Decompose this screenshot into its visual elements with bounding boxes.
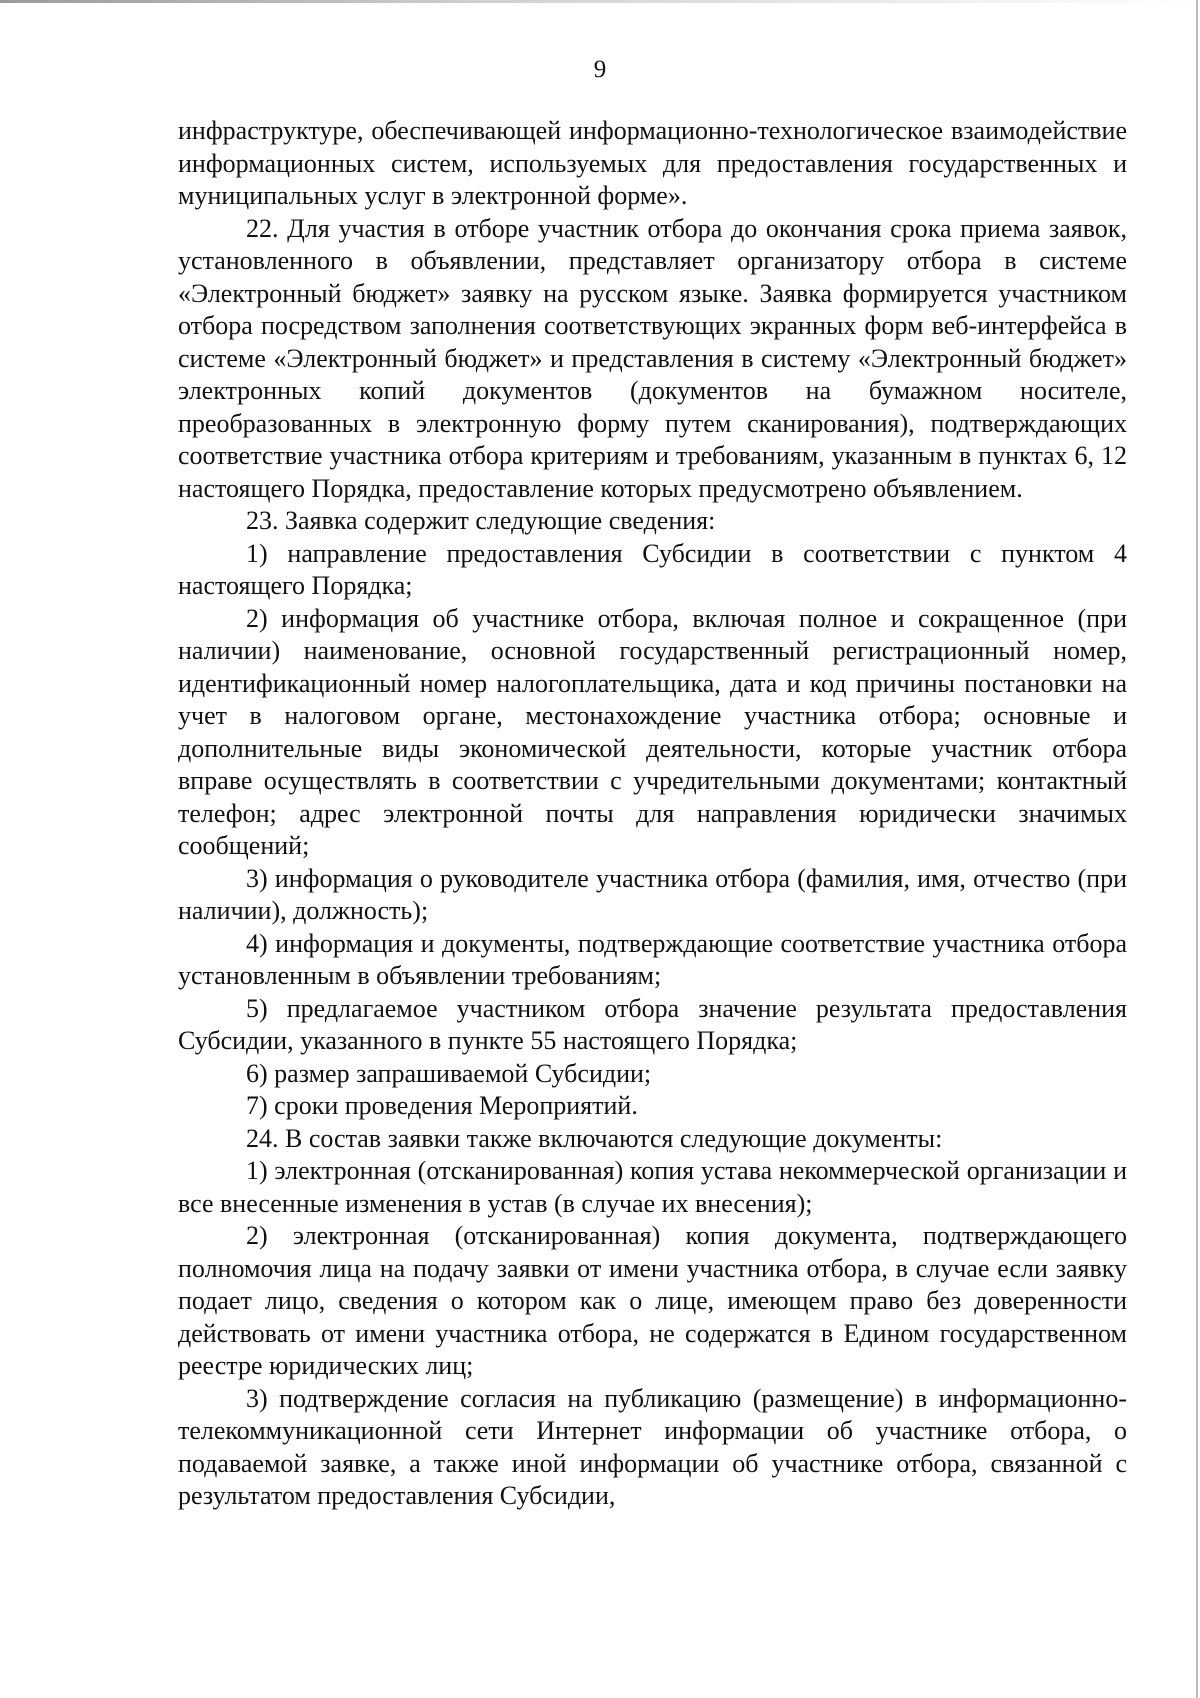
page-number: 9 — [593, 56, 607, 83]
paragraph-item-24: 24. В состав заявки также включаются следующие документы: — [246, 1123, 943, 1153]
paragraph-item-23: 23. Заявка содержит следующие сведения: — [246, 506, 716, 535]
scan-top-edge — [0, 0, 1200, 3]
paragraph-item-23-4: 4) информация и документы, подтверждающие соответствие участника отбора установленным в объявлении требованиям; — [178, 928, 1127, 990]
paragraph-item-24-2: 2) электронная (отсканированная) копия документа, подтверждающего полномочия лица на подачу заявки от имени участника отбора, в случае если заявку подает лицо, сведения о котором как о лице, имеющем право без доверенности действовать от имени участника отбора, не содержатся в Едином государственном реестре юридических лиц; — [178, 1221, 1127, 1380]
paragraph-item-23-5: 5) предлагаемое участником отбора значение результата предоставления Субсидии, указанного в пункте 55 настоящего Порядка; — [178, 993, 1127, 1055]
paragraph-continuation: инфраструктуре, обеспечивающей информационно-технологическое взаимодействие информационных систем, используемых для предоставления государственных и муниципальных услуг в электронной форме». — [178, 116, 1127, 210]
paragraph-item-23-3: 3) информация о руководителе участника отбора (фамилия, имя, отчество (при наличии), должность); — [178, 863, 1127, 925]
paragraph-item-22: 22. Для участия в отборе участник отбора до окончания срока приема заявок, установленного в объявлении, представляет организатору отбора в системе «Электронный бюджет» заявку на русском языке. Заявка формируется участником отбора посредством заполнения соответствующих экранных форм веб-интерфейса в системе «Электронный бюджет» и представления в систему «Электронный бюджет» электронных копий документов (документов на бумажном носителе, преобразованных в электронную форму путем сканирования), подтверждающих соответствие участника отбора критериям и требованиям, указанным в пунктах 6, 12 настоящего Порядка, предоставление которых предусмотрено объявлением. — [178, 213, 1127, 503]
paragraph-item-24-3: 3) подтверждение согласия на публикацию (размещение) в информационно-телекоммуникационной сети Интернет информации об участнике отбора, о подаваемой заявке, а также иной информации об участнике отбора, связанной с результатом предоставления Субсидии, — [178, 1383, 1127, 1510]
scan-right-edge — [1196, 0, 1198, 1698]
paragraph-item-24-1: 1) электронная (отсканированная) копия устава некоммерческой организации и все внесенные изменения в устав (в случае их внесения); — [178, 1156, 1127, 1218]
paragraph-item-23-2: 2) информация об участнике отбора, включая полное и сокращенное (при наличии) наименование, основной государственный регистрационный номер, идентификационный номер налогоплательщика, дата и код причины постановки на учет в налоговом органе, местонахождение участника отбора; основные и дополнительные виды экономической деятельности, которые участник отбора вправе осуществлять в соответствии с учредительными документами; контактный телефон; адрес электронной почты для направления юридически значимых сообщений; — [178, 603, 1127, 860]
paragraph-item-23-1: 1) направление предоставления Субсидии в соответствии с пунктом 4 настоящего Порядка; — [178, 538, 1127, 600]
paragraph-item-23-6: 6) размер запрашиваемой Субсидии; — [246, 1058, 652, 1088]
paragraph-item-23-7: 7) сроки проведения Мероприятий. — [246, 1091, 638, 1120]
document-body — [178, 115, 1127, 1513]
